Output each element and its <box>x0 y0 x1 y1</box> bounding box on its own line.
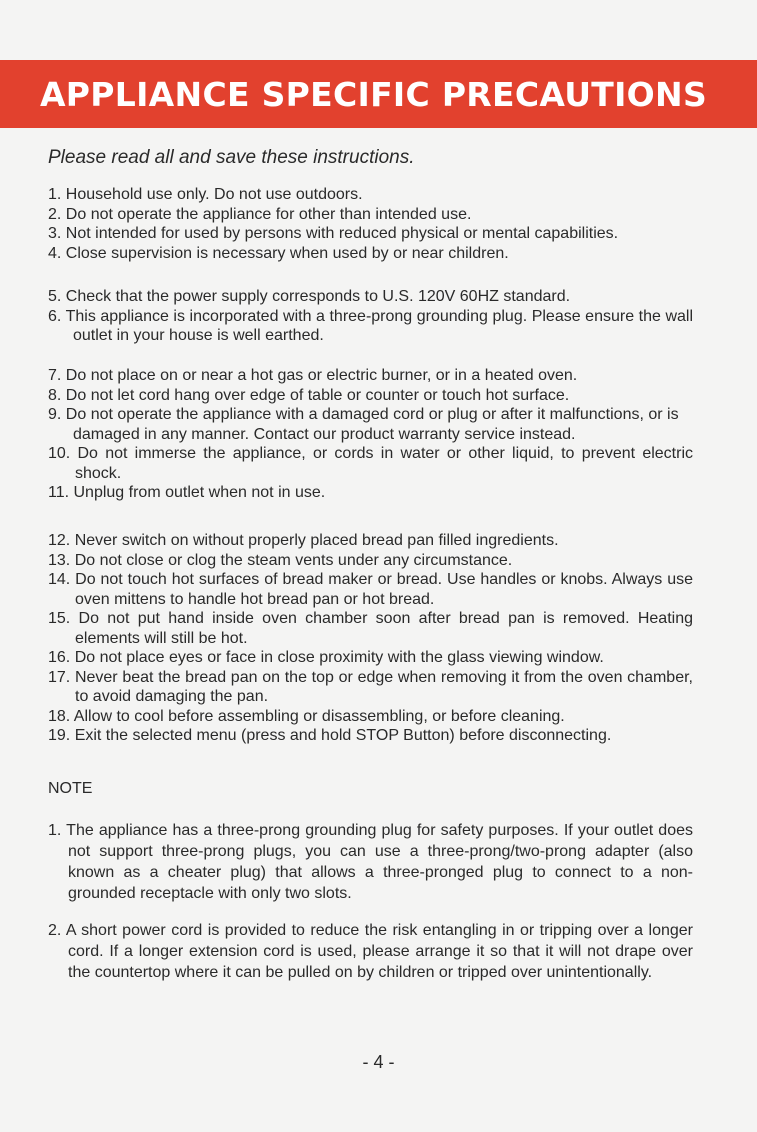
precaution-item: 18. Allow to cool before assembling or disassembling, or before cleaning. <box>48 707 565 725</box>
precaution-item: 9. Do not operate the appliance with a damaged cord or plug or after it malfunctions, or is damaged in any manner. Contact our product warranty service instead. <box>48 406 679 443</box>
precaution-item: 17. Never beat the bread pan on the top or edge when removing it from the oven chamber, to avoid damaging the pan. <box>48 668 693 705</box>
precaution-item: 8. Do not let cord hang over edge of table or counter or touch hot surface. <box>48 386 570 404</box>
precaution-item: 14. Do not touch hot surfaces of bread maker or bread. Use handles or knobs. Always use oven mittens to handle hot bread pan or hot bread. <box>48 571 693 608</box>
precautions-group-3 <box>48 366 693 503</box>
precaution-item: 13. Do not close or clog the steam vents under any circumstance. <box>48 551 513 569</box>
precaution-item: 4. Close supervision is necessary when used by or near children. <box>48 244 509 262</box>
precaution-item: 7. Do not place on or near a hot gas or electric burner, or in a heated oven. <box>48 367 578 384</box>
precautions-group-4 <box>48 531 693 746</box>
note-item: 2. A short power cord is provided to reduce the risk entangling in or tripping over a longer cord. If a longer extension cord is used, please arrange it so that it will not drape over the countertop where it can be pulled on by children or tripped over unintentionally. <box>48 922 693 981</box>
note-heading: NOTE <box>48 780 93 797</box>
page-number: - 4 - <box>362 1052 395 1072</box>
note-item-2-block <box>48 920 693 983</box>
note-item: 1. The appliance has a three-prong grounding plug for safety purposes. If your outlet does not support three-prong plugs, you can use a three-prong/two-prong adapter (also known as a cheater plug) that allows a three-pronged plug to connect to a non-grounded receptacle with only two slots. <box>48 822 693 902</box>
precaution-item: 15. Do not put hand inside oven chamber soon after bread pan is removed. Heating elements will still be hot. <box>48 610 693 647</box>
header-banner <box>0 60 757 128</box>
precaution-item: 19. Exit the selected menu (press and hold STOP Button) before disconnecting. <box>48 727 612 744</box>
precaution-item: 16. Do not place eyes or face in close proximity with the glass viewing window. <box>48 649 604 666</box>
precaution-item: 10. Do not immerse the appliance, or cords in water or other liquid, to prevent electric shock. <box>48 445 693 482</box>
precaution-item: 11. Unplug from outlet when not in use. <box>48 484 326 501</box>
page-title: APPLIANCE SPECIFIC PRECAUTIONS <box>39 74 708 114</box>
precaution-item: 5. Check that the power supply corresponds to U.S. 120V 60HZ standard. <box>48 288 571 305</box>
precaution-item: 3. Not intended for used by persons with reduced physical or mental capabilities. <box>48 225 619 242</box>
precaution-item: 12. Never switch on without properly placed bread pan filled ingredients. <box>48 532 559 549</box>
precautions-group-1 <box>48 185 693 263</box>
precaution-item: 1. Household use only. Do not use outdoors. <box>48 186 363 203</box>
intro-text: Please read all and save these instructions. <box>48 147 415 168</box>
precaution-item: 2. Do not operate the appliance for other than intended use. <box>48 205 472 223</box>
precaution-item: 6. This appliance is incorporated with a three-prong grounding plug. Please ensure the wall outlet in your house is well earthed. <box>48 307 693 344</box>
precautions-group-2 <box>48 287 693 346</box>
note-item-1-block <box>48 820 693 904</box>
